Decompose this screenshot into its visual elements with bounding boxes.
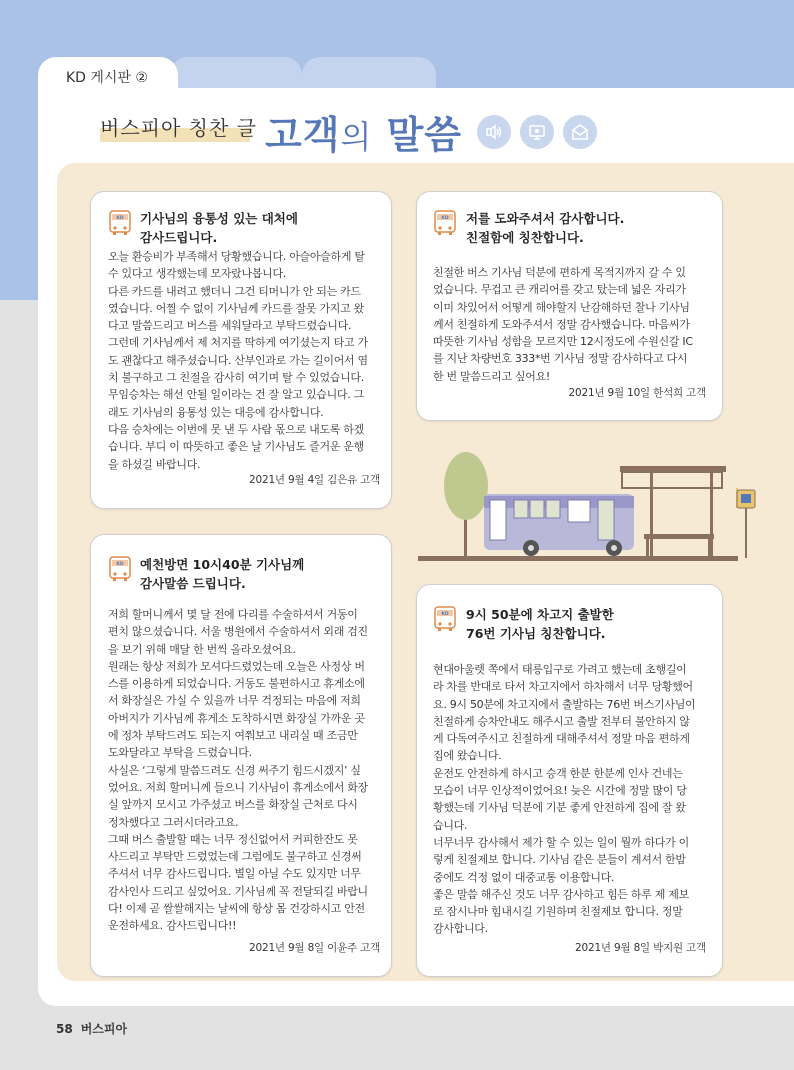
svg-text:KD: KD	[116, 216, 124, 221]
card-title: 9시 50분에 차고지 출발한 76번 기사님 칭찬합니다.	[466, 607, 614, 641]
magazine-name: 버스피아	[80, 1022, 128, 1036]
svg-text:KD: KD	[116, 562, 124, 567]
card-body: 친절한 버스 기사님 덕분에 편하게 목적지까지 갈 수 있 었습니다. 무겁고 큰 캐리어를 갖고 탔는데 넓은 자리가 이미 차있어서 어떻게 해야할지 난감해하던 찰나 기사님 께서 친절하게 도와주셔서 정말 감사했습니다. 마음씨가 따뜻한 기사님 성함을 모르지만 12시정도에 수원신갈 IC 를 지난 차량번호 333*번 기사님 정말 감사하다고 다시 한 번 말씀드리고 싶어요!	[433, 266, 693, 383]
card-body: 오늘 환승비가 부족해서 당황했습니다. 아슬아슬하게 탈 수 있다고 생각했는데 모자랐나봅니다. 다른 카드를 내려고 했더니 그건 티머니가 안 되는 카드 였습니다. 어찔 수 없이 기사님께 카드를 잘못 가지고 왔 다고 말씀드리고 버스를 세워달라고 부탁드렸습니다. 그런데 기사님께서 제 처지를 딱하게 여기셨는지 타고 가 도 괜찮다고 해주셨습니다. 산부인과로 가는 길이어서 염 치 불구하고 그 친절을 감사히 여기며 탈 수 있었습니다. 무임승차는 해선 안될 일이라는 건 잘 알고 있습니다. 그 래도 기사님의 융통성 있는 대응에 감사합니다. 다음 승차에는 이번에 못 낸 두 사람 몫으로 내도록 하겠 습니다. 부디 이 따뜻하고 좋은 날 기사님도 즐거운 운행 을 하셨길 바랍니다.	[108, 250, 368, 471]
mail-icon	[563, 115, 597, 149]
card-signature: 2021년 9월 4일 김은유 고객	[249, 474, 380, 486]
card-signature: 2021년 9월 8일 이윤주 고객	[249, 942, 380, 954]
card-body: 현대아울렛 쪽에서 태릉입구로 가려고 했는데 초행길이 라 차를 반대로 타서 차고지에서 하차해서 너무 당황했어 요. 9시 50분에 차고지에서 출발하는 76번 버스기사님이 친절하게 승차안내도 해주시고 출발 전부터 불안하지 않 게 다독여주시고 친절하게 대해주셔서 정말 마음 편하게 집에 왔습니다. 운전도 안전하게 하시고 승객 한분 한분께 인사 건네는 모습이 너무 인상적이었어요! 늦은 시간에 정말 많이 당 황했는데 기사님 덕분에 기분 좋게 안전하게 집에 잘 왔 습니다. 너무너무 감사해서 제가 할 수 있는 일이 뭘까 하다가 이 렇게 친절제보 합니다. 기사님 같은 분들이 계셔서 한밤 중에도 걱정 없이 대중교통 이용합니다. 좋은 말씀 해주신 것도 너무 감사하고 힘든 하루 제 제보 로 잠시나마 힘내시길 기원하며 친절제보 합니다. 정말 감사합니다.	[433, 663, 696, 936]
bus-icon	[434, 606, 456, 632]
section-tag	[100, 112, 257, 141]
card-body: 저희 할머니께서 몇 달 전에 다리를 수술하셔서 거동이 편치 않으셨습니다. 서울 병원에서 수술하셔서 외래 검진 을 보기 위해 매달 한 번씩 올라오셨어요. 원래는 항상 저희가 모셔다드렸었는데 오늘은 사정상 버 스를 이용하게 되었습니다. 거동도 불편하시고 휴게소에 서 화장실은 가실 수 있을까 너무 걱정되는 마음에 저희 아버지가 기사님께 휴게소 도착하시면 화장실 가까운 곳 에 정차 부탁드려도 되는지 여쭤보고 내리실 때 조금만 도와달라고 부탁을 드렸습니다. 사실은 ‘그렇게 말씀드려도 신경 써주기 힘드시겠지’ 싶 었어요. 저희 할머니께 들으니 기사님이 휴게소에서 화장 실 앞까지 모시고 가주셨고 버스를 화장실 근처로 다시 정차했다고 그러시더라고요. 그때 버스 출발할 때는 너무 정신없어서 커피한잔도 못 사드리고 부탁만 드렸었는데 그럼에도 불구하고 신경써 주셔서 너무 감사드립니다. 별일 아닐 수도 있지만 너무 감사인사 드리고 싶었어요. 기사님께 꼭 전달되길 바랍니 다! 이제 곧 쌀쌀해지는 날씨에 항상 몸 건강하시고 안전 운전하세요. 감사드립니다!!	[108, 608, 368, 933]
svg-text:KD: KD	[441, 216, 449, 221]
card-signature: 2021년 9월 8일 박지원 고객	[575, 942, 706, 954]
bus-icon	[434, 210, 456, 236]
card-title: 기사님의 융통성 있는 대처에 감사드립니다.	[140, 211, 298, 245]
bus-stop-sign-icon	[735, 488, 757, 560]
page-number: 58	[56, 1022, 73, 1036]
bus-stop-illustration	[418, 448, 738, 563]
speaker-icon	[477, 115, 511, 149]
monitor-icon	[520, 115, 554, 149]
svg-text:KD: KD	[441, 612, 449, 617]
tab-label: KD 게시판 ②	[66, 70, 148, 86]
card-title: 저를 도와주셔서 감사합니다. 친절함에 칭찬합니다.	[466, 211, 625, 245]
card-signature: 2021년 9월 10일 한석희 고객	[568, 387, 706, 399]
section-tag-text: 버스피아 칭찬 글	[100, 116, 257, 140]
bus-icon	[109, 556, 131, 582]
page-footer	[56, 1020, 135, 1037]
page-title: 고객의 말씀	[265, 113, 462, 157]
card-title: 예천방면 10시40분 기사님께 감사말씀 드립니다.	[140, 557, 305, 591]
bus-icon	[109, 210, 131, 236]
